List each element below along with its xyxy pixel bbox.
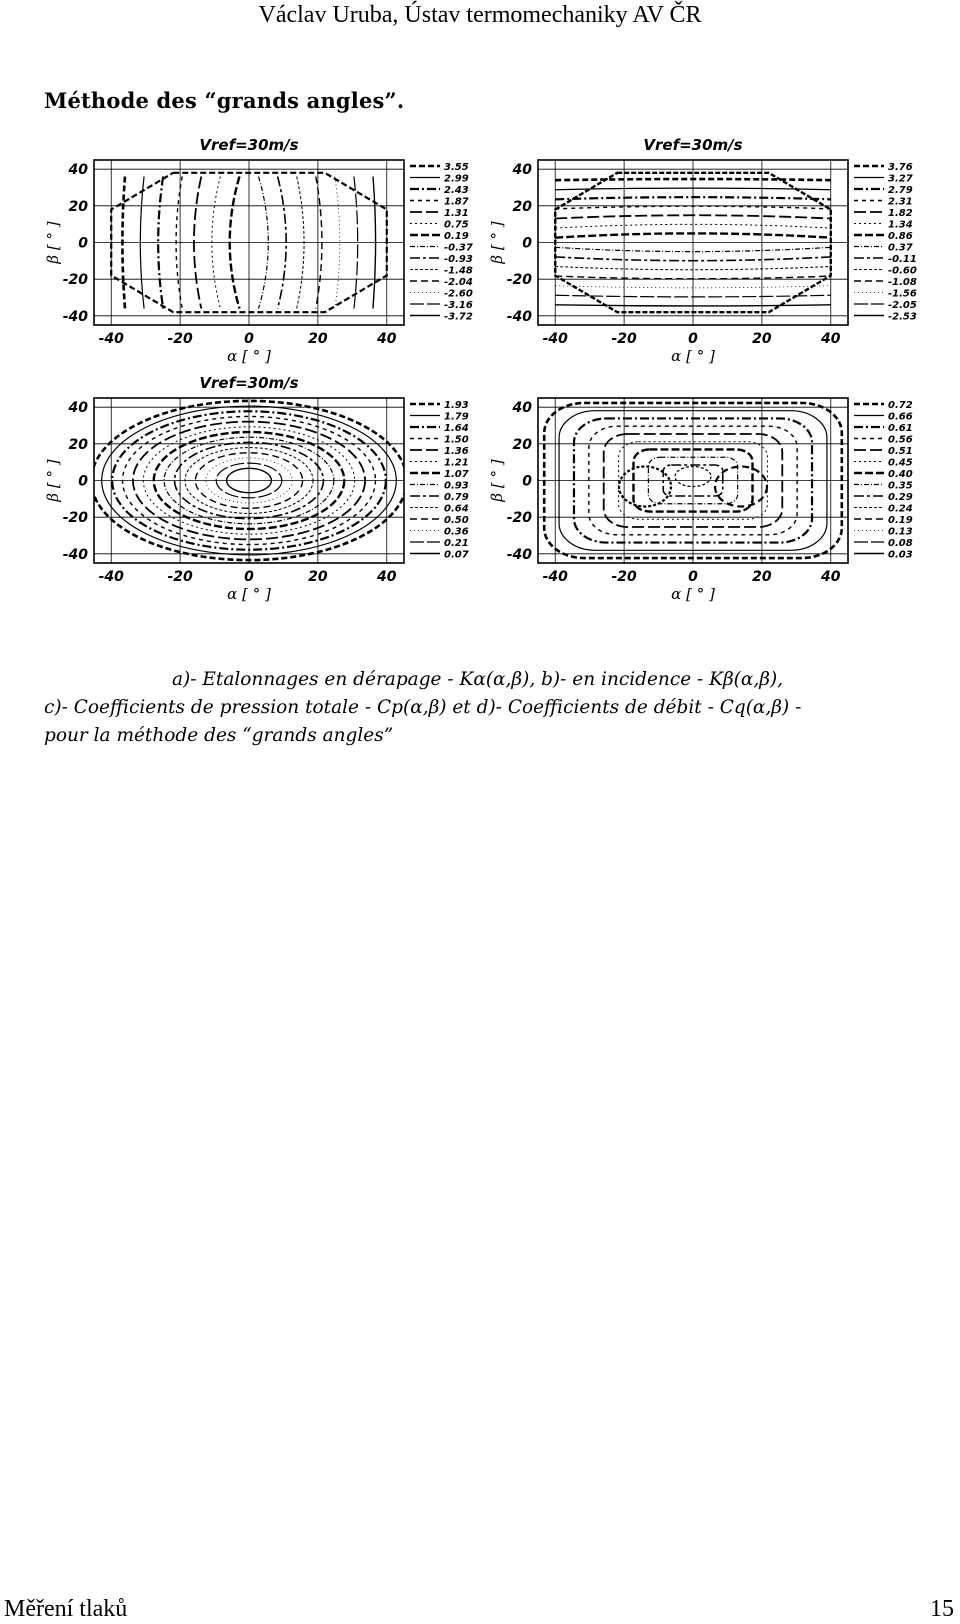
y-tick-label: -40 (506, 308, 532, 325)
legend-label: 0.50 (444, 515, 469, 526)
legend-label: 1.36 (444, 446, 469, 457)
y-axis-label: β [ ° ] (44, 221, 62, 264)
legend-label: 0.35 (888, 480, 913, 492)
contour-plots (40, 130, 940, 640)
x-tick-label: 0 (244, 331, 254, 347)
x-tick-label: 40 (377, 569, 397, 585)
legend-label: 3.55 (444, 162, 469, 173)
legend-label: 0.36 (444, 526, 469, 538)
legend-label: 0.79 (444, 492, 469, 503)
y-tick-label: 40 (512, 162, 532, 179)
legend-label: 1.50 (444, 434, 469, 446)
y-tick-label: -20 (62, 272, 88, 289)
y-tick-label: 0 (78, 473, 88, 490)
panel-title: Vref=30m/s (199, 136, 299, 154)
calibration-figure (40, 130, 940, 640)
caption-line-1: a)- Etalonnages en dérapage - Kα(α,β), b)- en incidence - Kβ(α,β), (172, 669, 784, 690)
caption-line-3: pour la méthode des “grands angles” (44, 725, 394, 746)
contour-panel-4 (488, 398, 913, 603)
footer-title: Měření tlaků (4, 1596, 128, 1622)
x-tick-label: 40 (377, 331, 397, 347)
legend-label: 0.29 (888, 492, 913, 503)
legend-label: 3.76 (888, 162, 913, 173)
legend-label: 0.40 (888, 469, 913, 480)
legend-label: 0.93 (444, 480, 469, 492)
y-tick-label: 20 (68, 436, 88, 453)
y-tick-label: 40 (68, 162, 88, 179)
panel-title: Vref=30m/s (643, 136, 743, 154)
legend-label: -1.56 (888, 288, 917, 300)
legend-label: 2.43 (444, 185, 469, 196)
x-tick-label: -20 (167, 569, 193, 585)
y-tick-label: 20 (68, 198, 88, 215)
y-tick-label: 40 (68, 400, 88, 417)
x-tick-label: -40 (98, 569, 124, 585)
legend-label: 0.61 (888, 423, 913, 434)
legend-label: 0.07 (444, 549, 469, 561)
legend-label: 1.07 (444, 469, 469, 480)
legend-label: 2.79 (888, 185, 913, 196)
x-tick-label: 20 (308, 569, 328, 585)
section-title: Méthode des “grands angles”. (44, 88, 405, 113)
x-tick-label: -40 (98, 331, 124, 347)
legend-label: 0.24 (888, 503, 913, 515)
legend-label: -3.72 (444, 311, 473, 323)
y-tick-label: -40 (62, 308, 88, 325)
x-tick-label: -20 (611, 569, 637, 585)
legend-label: 3.27 (888, 173, 913, 185)
x-tick-label: -20 (611, 331, 637, 347)
legend-label: 1.82 (888, 208, 913, 219)
page-number: 15 (930, 1596, 954, 1622)
legend-label: 0.72 (888, 400, 913, 411)
y-tick-label: -20 (506, 272, 532, 289)
x-tick-label: 0 (244, 569, 254, 585)
legend-label: 0.13 (888, 526, 913, 538)
y-tick-label: 20 (512, 198, 532, 215)
y-tick-label: -20 (506, 510, 532, 527)
y-tick-label: 0 (78, 235, 88, 252)
legend-label: 2.31 (888, 196, 913, 208)
legend-label: 0.51 (888, 446, 913, 457)
y-axis-label: β [ ° ] (488, 221, 506, 264)
legend-label: 0.21 (444, 538, 469, 549)
contour-panel-2 (488, 136, 917, 365)
legend-label: 1.31 (444, 208, 469, 219)
x-tick-label: -40 (542, 331, 568, 347)
legend-label: 1.21 (444, 457, 469, 469)
contour-panel-1 (44, 136, 473, 365)
y-tick-label: 20 (512, 436, 532, 453)
legend-label: 0.19 (888, 515, 913, 526)
legend-label: 0.45 (888, 457, 913, 469)
figure-caption (44, 666, 914, 750)
legend-label: 0.86 (888, 231, 913, 242)
y-tick-label: -20 (62, 510, 88, 527)
contour-line (555, 179, 831, 180)
legend-label: -2.05 (888, 300, 917, 311)
x-tick-label: -40 (542, 569, 568, 585)
legend-label: -0.37 (444, 242, 473, 254)
legend-label: 0.75 (444, 219, 469, 231)
legend-label: -3.16 (444, 300, 473, 311)
legend-label: -0.93 (444, 254, 473, 265)
legend-label: -1.08 (888, 277, 917, 288)
legend-label: -2.53 (888, 311, 917, 323)
y-tick-label: -40 (62, 546, 88, 563)
legend-label: -2.04 (444, 277, 473, 288)
legend-label: -0.60 (888, 265, 917, 277)
legend-label: 0.64 (444, 503, 469, 515)
x-tick-label: 20 (308, 331, 328, 347)
legend-label: 1.87 (444, 196, 469, 208)
legend-label: 1.34 (888, 219, 913, 231)
legend-label: 2.99 (444, 173, 469, 185)
contour-panel-3 (44, 374, 469, 603)
y-tick-label: 0 (522, 235, 532, 252)
legend-label: 0.03 (888, 549, 913, 561)
page-header: Václav Uruba, Ústav termomechaniky AV ČR (258, 2, 702, 28)
x-tick-label: 0 (688, 331, 698, 347)
y-tick-label: -40 (506, 546, 532, 563)
x-axis-label: α [ ° ] (227, 347, 271, 365)
y-axis-label: β [ ° ] (44, 459, 62, 502)
legend-label: -0.11 (888, 254, 917, 265)
legend-label: -2.60 (444, 288, 473, 300)
x-tick-label: 20 (752, 569, 772, 585)
panel-title: Vref=30m/s (199, 374, 299, 392)
caption-line-2: c)- Coefficients de pression totale - Cp(α,β) et d)- Coefficients de débit - Cq(α,β) - (44, 697, 802, 718)
x-tick-label: 0 (688, 569, 698, 585)
legend-label: 0.66 (888, 411, 913, 423)
x-axis-label: α [ ° ] (227, 585, 271, 603)
x-axis-label: α [ ° ] (671, 585, 715, 603)
contour-line (715, 467, 767, 507)
legend-label: 1.79 (444, 411, 469, 423)
x-tick-label: 20 (752, 331, 772, 347)
legend-label: 0.19 (444, 231, 469, 242)
x-tick-label: 40 (821, 569, 841, 585)
legend-label: 1.64 (444, 423, 469, 434)
y-axis-label: β [ ° ] (488, 459, 506, 502)
y-tick-label: 0 (522, 473, 532, 490)
legend-label: 0.08 (888, 538, 913, 549)
x-tick-label: -20 (167, 331, 193, 347)
legend-label: 1.93 (444, 400, 469, 411)
legend-label: 0.37 (888, 242, 913, 254)
y-tick-label: 40 (512, 400, 532, 417)
x-axis-label: α [ ° ] (671, 347, 715, 365)
x-tick-label: 40 (821, 331, 841, 347)
legend-label: 0.56 (888, 434, 913, 446)
legend-label: -1.48 (444, 265, 473, 277)
